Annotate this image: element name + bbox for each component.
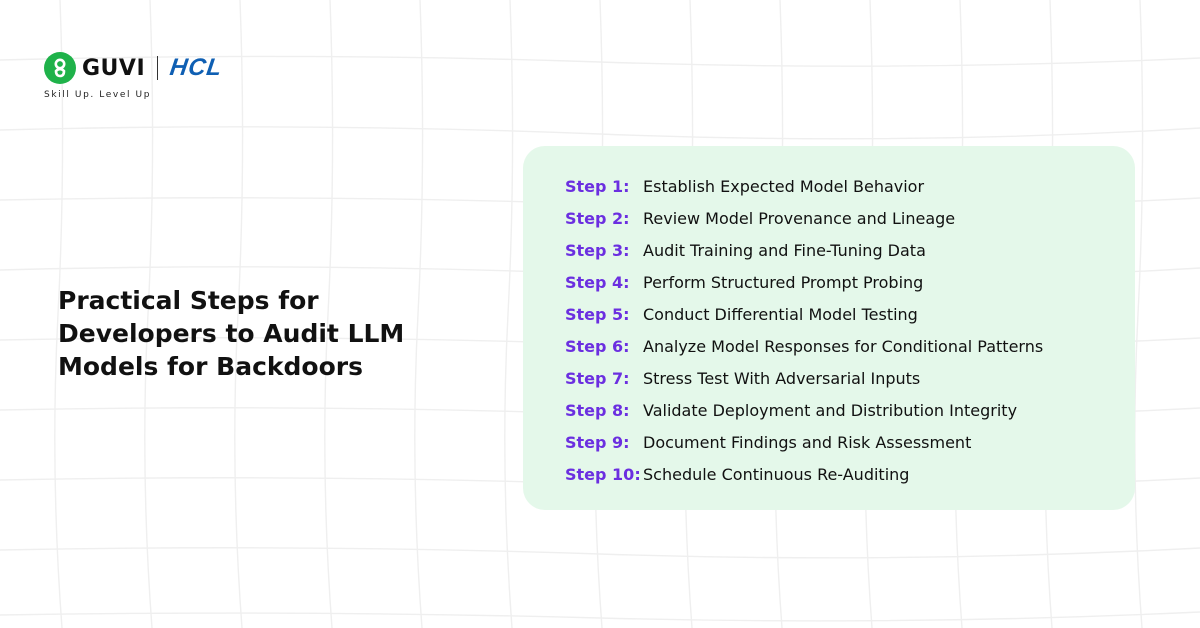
- brand-logo: [44, 52, 225, 100]
- logo-divider: [157, 56, 158, 80]
- brand-tagline: Skill Up. Level Up: [44, 90, 152, 100]
- step-text: Stress Test With Adversarial Inputs: [643, 368, 921, 388]
- step-label: Step 5:: [565, 304, 630, 324]
- hcl-wordmark: HCL: [168, 54, 225, 81]
- step-text: Conduct Differential Model Testing: [643, 304, 918, 324]
- step-label: Step 10:: [565, 464, 641, 484]
- guvi-logo-icon: [44, 52, 76, 84]
- step-text: Analyze Model Responses for Conditional Patterns: [643, 336, 1044, 356]
- step-text: Review Model Provenance and Lineage: [643, 208, 956, 228]
- step-item: [565, 458, 1135, 490]
- step-text: Schedule Continuous Re-Auditing: [643, 464, 910, 484]
- step-label: Step 6:: [565, 336, 630, 356]
- step-item: [565, 234, 1135, 266]
- guvi-wordmark: GUVI: [82, 55, 146, 81]
- step-text: Validate Deployment and Distribution Integrity: [643, 400, 1018, 420]
- step-label: Step 7:: [565, 368, 630, 388]
- step-label: Step 2:: [565, 208, 630, 228]
- step-item: [565, 394, 1135, 426]
- step-text: Document Findings and Risk Assessment: [643, 432, 972, 452]
- step-item: [565, 298, 1135, 330]
- step-item: [565, 202, 1135, 234]
- page-title: Practical Steps for Developers to Audit LLM Models for Backdoors: [58, 286, 405, 381]
- step-label: Step 4:: [565, 272, 630, 292]
- step-label: Step 3:: [565, 240, 630, 260]
- step-text: Audit Training and Fine-Tuning Data: [643, 240, 926, 260]
- step-label: Step 1:: [565, 176, 630, 196]
- steps-card: [523, 146, 1135, 510]
- step-item: [565, 170, 1135, 202]
- logo-row: [44, 52, 225, 84]
- step-item: [565, 330, 1135, 362]
- step-item: [565, 362, 1135, 394]
- step-item: [565, 266, 1135, 298]
- step-item: [565, 426, 1135, 458]
- step-text: Establish Expected Model Behavior: [643, 176, 925, 196]
- step-text: Perform Structured Prompt Probing: [643, 272, 924, 292]
- step-label: Step 9:: [565, 432, 630, 452]
- step-label: Step 8:: [565, 400, 630, 420]
